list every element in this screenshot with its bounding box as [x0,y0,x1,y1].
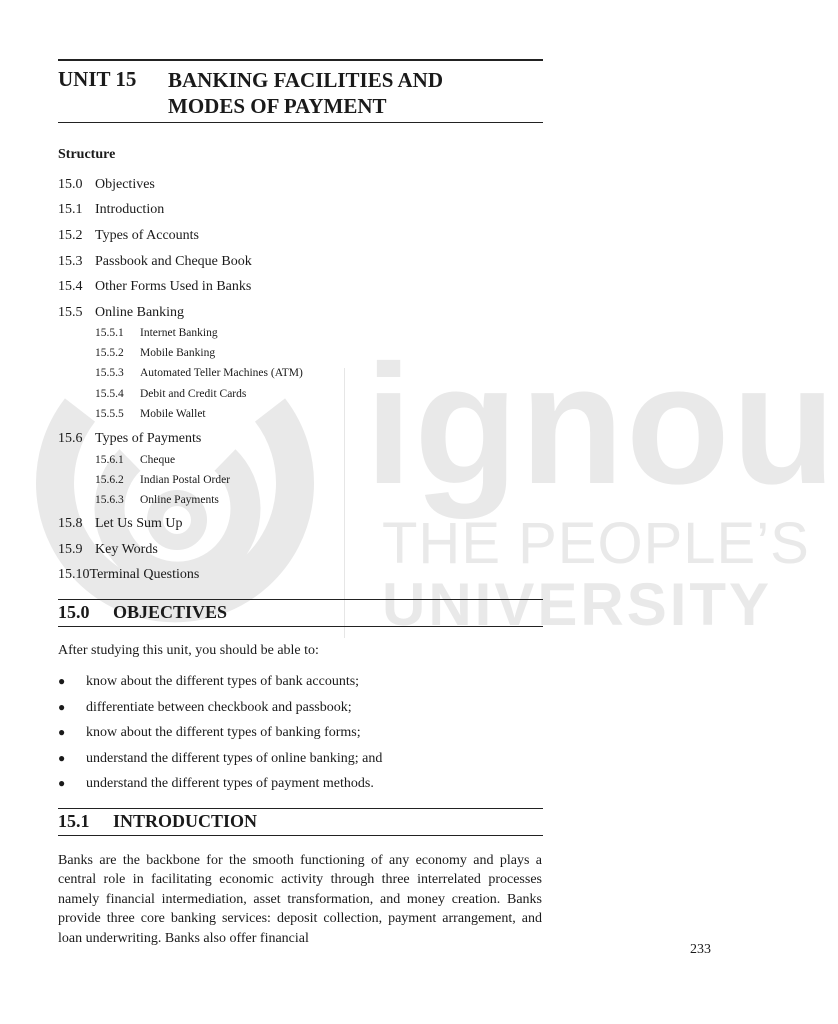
toc-item[interactable] [58,542,158,558]
toc-item-number: 15.2 [58,228,83,243]
toc-item-label: Passbook and Cheque Book [95,254,252,269]
objective-bullet [58,725,361,741]
toc-subitem-label: Cheque [140,454,176,466]
toc-item-label: Terminal Questions [89,567,200,582]
toc-item-number: 15.1 [58,202,83,217]
toc-subitem-label: Internet Banking [140,327,218,339]
toc-subitem[interactable] [95,388,246,400]
toc-item-label: Types of Payments [95,431,202,446]
bullet-icon: ● [58,725,66,739]
toc-subitem-label: Mobile Banking [140,347,216,359]
page-number: 233 [690,942,711,957]
toc-item-number: 15.0 [58,177,83,192]
toc-item-label: Objectives [95,177,155,192]
objectives-intro: After studying this unit, you should be able to: [58,643,319,658]
toc-item[interactable] [58,254,252,270]
toc-item[interactable] [58,305,184,321]
toc-item[interactable] [58,516,183,532]
bullet-icon: ● [58,700,66,714]
introduction-top-rule [58,808,543,809]
toc-subitem-label: Automated Teller Machines (ATM) [140,367,303,379]
toc-subitem[interactable] [95,474,230,486]
header-bottom-rule [58,122,543,123]
watermark-line1: THE PEOPLE’S [382,511,810,576]
header-top-rule [58,59,543,61]
toc-item-label: Online Banking [95,305,185,320]
bullet-icon: ● [58,751,66,765]
toc-item[interactable] [58,567,199,583]
toc-subitem-number: 15.5.4 [95,388,124,400]
objective-text: differentiate between checkbook and passbook; [86,700,352,715]
toc-item-number: 15.3 [58,254,83,269]
toc-item[interactable] [58,279,251,295]
toc-item[interactable] [58,177,155,193]
introduction-heading [58,811,257,832]
objective-text: understand the different types of online banking; and [86,751,383,766]
objective-bullet [58,751,382,767]
toc-item-number: 15.8 [58,516,83,531]
bullet-icon: ● [58,674,66,688]
toc-item-label: Types of Accounts [95,228,200,243]
toc-item-number: 15.9 [58,542,83,557]
objective-bullet [58,674,359,690]
toc-subitem[interactable] [95,408,206,420]
introduction-paragraph: Banks are the backbone for the smooth functioning of any economy and plays a central role in facilitating economic activity through three interrelated processes namely financial intermediation, asset transformation, and money creation. Banks provide three core banking services: deposit collection, payment arrangement, and loan underwriting. Banks also offer financial [58,853,542,946]
toc-item-label: Introduction [95,202,165,217]
toc-item-label: Other Forms Used in Banks [95,279,252,294]
toc-item-number: 15.6 [58,431,83,446]
toc-subitem[interactable] [95,494,219,506]
toc-subitem-number: 15.5.1 [95,327,124,339]
toc-item-number: 15.4 [58,279,83,294]
toc-subitem-number: 15.5.5 [95,408,124,420]
unit-title [168,67,548,119]
introduction-heading-title: INTRODUCTION [113,811,258,831]
toc-subitem[interactable] [95,367,303,379]
toc-item-label: Let Us Sum Up [95,516,183,531]
watermark-line2: UNIVERSITY [382,571,773,638]
structure-label: Structure [58,147,116,162]
toc-subitem-label: Debit and Credit Cards [140,388,247,400]
objectives-bottom-rule [58,626,543,627]
objective-bullet [58,776,374,792]
toc-item-number: 15.5 [58,305,83,320]
toc-item[interactable] [58,431,201,447]
toc-subitem-label: Indian Postal Order [140,474,231,486]
toc-subitem-label: Online Payments [140,494,219,506]
introduction-bottom-rule [58,835,543,836]
unit-number: UNIT 15 [58,67,137,91]
toc-item-label: Key Words [95,542,158,557]
toc-item[interactable] [58,228,199,244]
watermark-divider [344,368,345,638]
watermark-brand: ignou [365,330,838,520]
unit-title-line2: MODES OF PAYMENT [168,94,387,118]
toc-subitem[interactable] [95,347,215,359]
toc-item-number: 15.10 [58,567,90,582]
toc-subitem-number: 15.6.3 [95,494,124,506]
toc-subitem[interactable] [95,454,175,466]
objectives-heading-title: OBJECTIVES [113,602,228,622]
unit-title-line1: BANKING FACILITIES AND [168,68,443,92]
toc-subitem-number: 15.5.3 [95,367,124,379]
toc-subitem-number: 15.6.1 [95,454,124,466]
bullet-icon: ● [58,776,66,790]
toc-subitem-number: 15.6.2 [95,474,124,486]
objectives-heading [58,602,227,623]
toc-subitem-label: Mobile Wallet [140,408,206,420]
objective-text: understand the different types of payment methods. [86,776,374,791]
objective-bullet [58,700,352,716]
objective-text: know about the different types of banking forms; [86,725,361,740]
toc-item[interactable] [58,202,164,218]
objectives-heading-number: 15.0 [58,602,90,622]
introduction-heading-number: 15.1 [58,811,90,831]
objectives-top-rule [58,599,543,600]
toc-subitem-number: 15.5.2 [95,347,124,359]
toc-subitem[interactable] [95,327,218,339]
objective-text: know about the different types of bank accounts; [86,674,360,689]
